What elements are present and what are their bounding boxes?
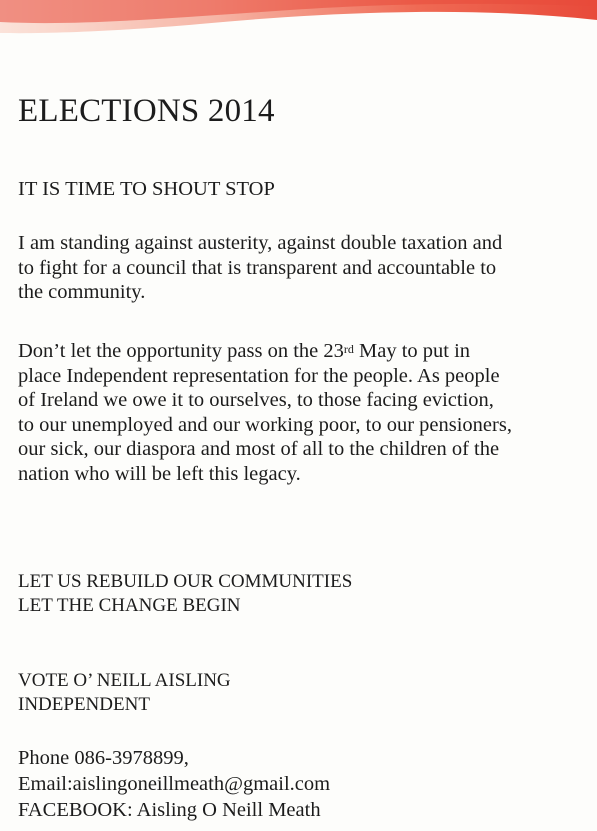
- paragraph-line: I am standing against austerity, against double taxation and: [18, 232, 503, 254]
- paragraph-line: place Independent representation for the people. As people: [18, 364, 500, 387]
- paragraph-line: of Ireland we owe it to ourselves, to those facing eviction,: [18, 389, 494, 412]
- paragraph-text: May to put in: [353, 340, 471, 362]
- paragraph-appeal: [18, 339, 588, 487]
- phone-text: Phone 086-3978899,: [18, 747, 189, 769]
- paragraph-line: [18, 339, 588, 364]
- facebook-text: FACEBOOK: Aisling O Neill Meath: [18, 799, 321, 821]
- paragraph-line: to our unemployed and our working poor, to our pensioners,: [18, 413, 512, 436]
- slogan: IT IS TIME TO SHOUT STOP: [18, 178, 275, 200]
- email-text: Email:aislingoneillmeath@gmail.com: [18, 773, 331, 795]
- paragraph-line: our sick, our diaspora and most of all to the children of the: [18, 438, 500, 461]
- paragraph-line: to fight for a council that is transparent and accountable to: [18, 256, 497, 279]
- header-banner: [0, 0, 597, 50]
- paragraph-line: nation who will be left this legacy.: [18, 462, 301, 485]
- rebuild-slogan: LET US REBUILD OUR COMMUNITIES: [18, 571, 353, 592]
- paragraph-line: the community.: [18, 281, 146, 304]
- paragraph-platform: [18, 231, 588, 305]
- ordinal-suffix: rd: [343, 342, 354, 356]
- affiliation-line: INDEPENDENT: [18, 694, 150, 715]
- change-slogan: LET THE CHANGE BEGIN: [18, 595, 241, 616]
- page-title: ELECTIONS 2014: [18, 93, 275, 129]
- paragraph-text: Don’t let the opportunity pass on the 23: [18, 340, 344, 362]
- vote-line: VOTE O’ NEILL AISLING: [18, 670, 231, 691]
